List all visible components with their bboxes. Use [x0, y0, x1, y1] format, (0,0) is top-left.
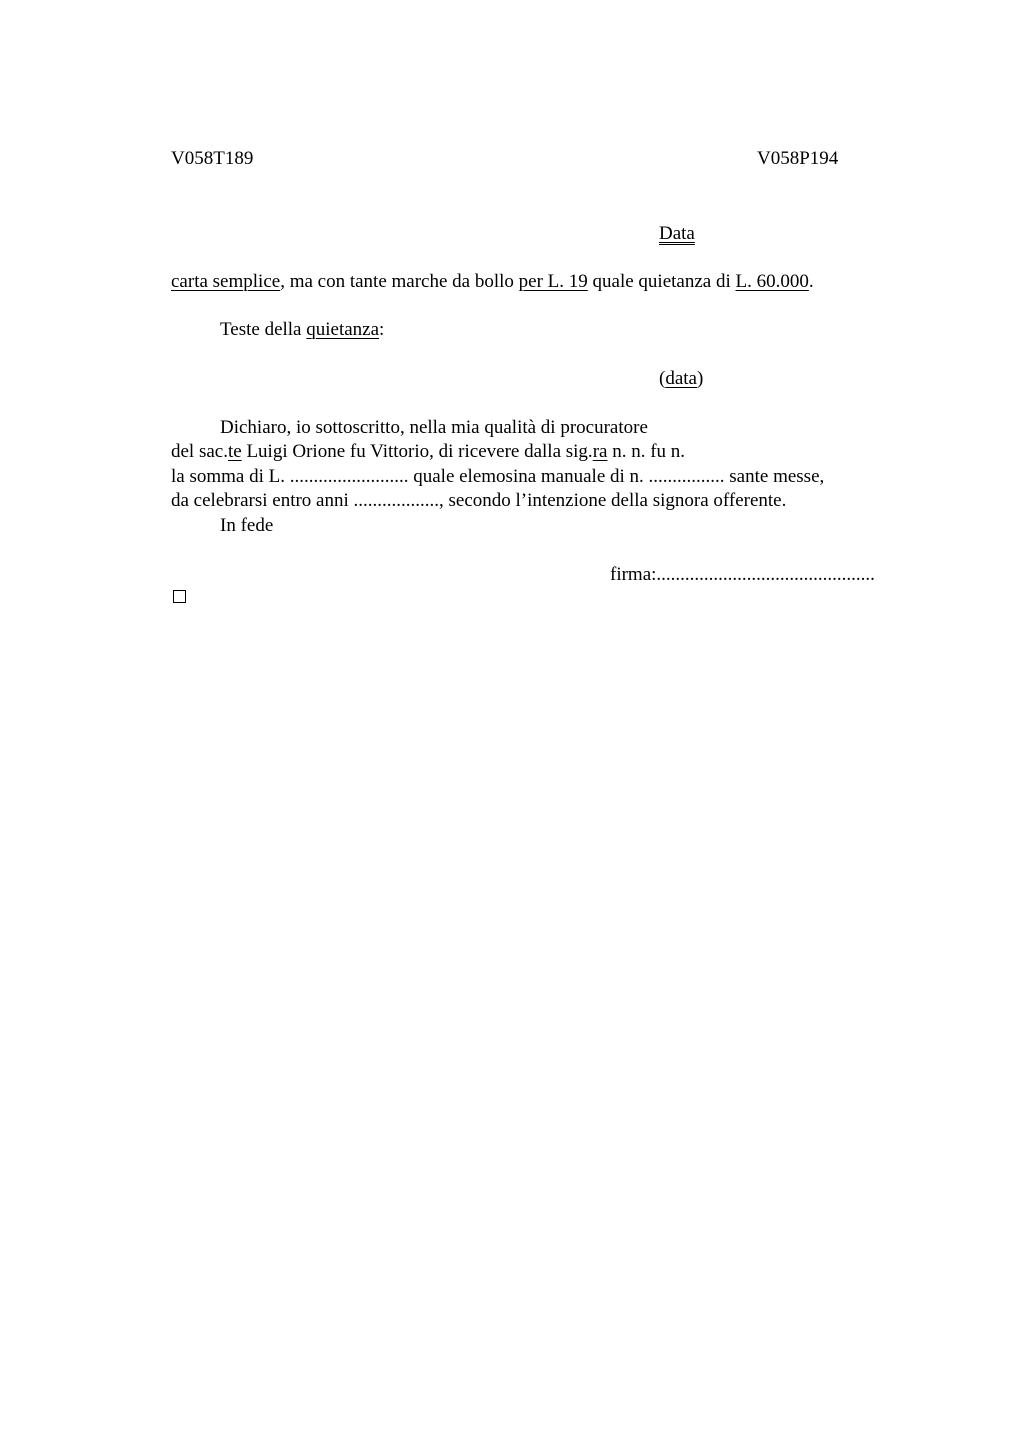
receipt-amount: L. 60.000 — [735, 271, 809, 292]
date-heading: Data — [659, 223, 695, 244]
date-paren — [659, 367, 703, 391]
paren-close: ) — [696, 368, 704, 389]
paren-word: data — [665, 368, 697, 389]
decl2-a: del sac. — [171, 441, 228, 462]
witness-line — [220, 318, 384, 342]
witness-prefix: Teste della — [220, 319, 307, 340]
header-left-code: V058T189 — [171, 148, 254, 169]
declaration-line-3: la somma di L. ......................... quale elemosina manuale di n. ................ sante messe, — [171, 466, 825, 487]
paren-open: ( — [659, 368, 666, 389]
period: . — [808, 271, 814, 292]
witness-suffix: : — [379, 319, 385, 340]
stamp-amount: per L. 19 — [518, 271, 588, 292]
witness-word: quietanza — [306, 319, 380, 340]
decl2-e: n. n. fu n. — [607, 441, 686, 462]
receipt-text: quale quietanza di — [587, 271, 736, 292]
paper-type: carta semplice — [171, 271, 281, 292]
paper-line — [171, 270, 814, 294]
declaration-line-5: In fede — [220, 515, 274, 536]
header-right-code: V058P194 — [757, 148, 839, 169]
decl2-d: ra — [592, 441, 608, 462]
paper-text: , ma con tante marche da bollo — [280, 271, 519, 292]
decl2-c: Luigi Orione fu Vittorio, di ricevere dalla sig. — [241, 441, 593, 462]
decl2-b: te — [227, 441, 242, 462]
declaration-line-4: da celebrarsi entro anni .................., secondo l’intenzione della signora offerente. — [171, 490, 787, 511]
signature-line: firma:.............................................. — [610, 564, 875, 585]
declaration-line-2 — [171, 440, 685, 464]
declaration-line-1: Dichiaro, io sottoscritto, nella mia qualità di procuratore — [220, 417, 648, 438]
checkbox-icon — [173, 590, 186, 603]
